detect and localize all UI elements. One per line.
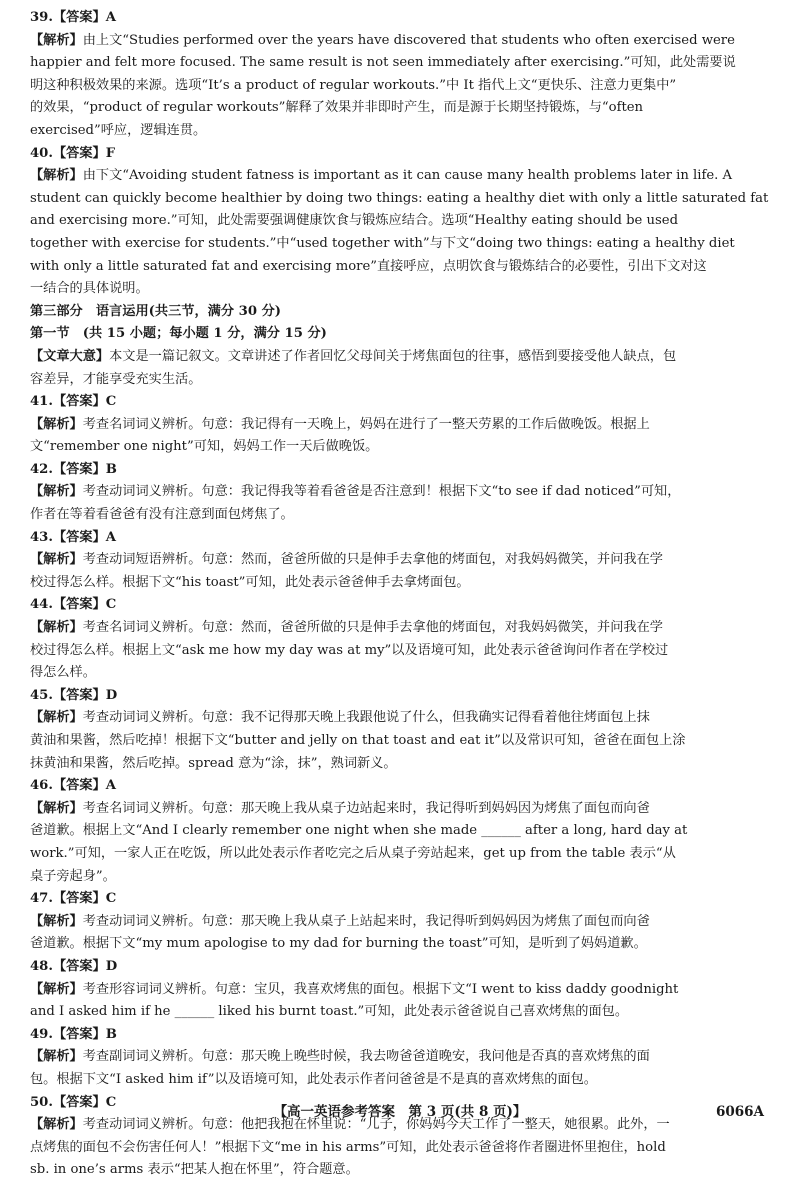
explanation-text: 由下文“Avoiding student fatness is important as it can cause many health problems later in life. A — [82, 168, 733, 184]
explanation-label: 【文章大意】 — [30, 348, 110, 364]
explanation-line — [30, 165, 772, 188]
body-text-line: 一结合的具体说明。 — [30, 281, 149, 297]
body-text-line: 明这种积极效果的来源。选项“It’s a product of regular workouts.”中 It 指代上文“更快乐、注意力更集中” — [30, 77, 677, 93]
body-text-line: 文“remember one night”可知，妈妈工作一天后做晚饭。 — [30, 439, 379, 455]
body-text-line: work.”可知，一家人正在吃饭，所以此处表示作者吃完之后从桌子旁站起来，get up from the table 表示“从 — [30, 845, 676, 861]
answer-key-line: 43.【答案】A — [30, 529, 116, 545]
explanation-line — [30, 798, 772, 821]
answer-key-line: 46.【答案】A — [30, 778, 116, 794]
body-text-line: student can quickly become healthier by doing two things: eating a healthy diet with only a little saturated fat — [30, 190, 769, 206]
explanation-text: 考查名词词义辨析。句意：那天晚上我从桌子边站起来时，我记得听到妈妈因为烤焦了面包而向爸 — [82, 800, 650, 816]
explanation-text: 考查动词词义辨析。句意：那天晚上我从桌子上站起来时，我记得听到妈妈因为烤焦了面包而向爸 — [82, 913, 650, 929]
body-text-line: 校过得怎么样。根据上文“ask me how my day was at my”以及语境可知，此处表示爸爸询问作者在学校过 — [30, 642, 669, 658]
body-text-line: 桌子旁起身”。 — [30, 868, 116, 884]
explanation-label: 【解析】 — [30, 620, 83, 636]
explanation-text: 考查动词词义辨析。句意：我不记得那天晚上我跟他说了什么，但我确实记得看着他往烤面包上抹 — [82, 710, 650, 726]
answer-key-line: 41.【答案】C — [30, 394, 117, 410]
body-text-line: 抹黄油和果酱，然后吃掉。spread 意为“涂，抹”，熟词新义。 — [30, 755, 397, 771]
body-text-line: happier and felt more focused. The same result is not seen immediately after exercising.”可知，此处需要说 — [30, 55, 736, 71]
explanation-label: 【解析】 — [30, 913, 83, 929]
body-text-line: 爸道歉。根据上文“And I clearly remember one night when she made ______ after a long, hard day at — [30, 823, 688, 839]
explanation-text: 考查动词词义辨析。句意：他把我抱在怀里说：“儿子，你妈妈今天工作了一整天，她很累。此外，一 — [82, 1117, 670, 1133]
explanation-text: 考查动词词义辨析。句意：我记得我等着看爸爸是否注意到！根据下文“to see if dad noticed”可知， — [82, 484, 681, 500]
answer-key-line: 48.【答案】D — [30, 958, 118, 974]
answer-key-line: 39.【答案】A — [30, 10, 116, 25]
answer-key-line: 45.【答案】D — [30, 687, 118, 703]
body-text-line: sb. in one’s arms 表示“把某人抱在怀里”，符合题意。 — [30, 1162, 359, 1178]
explanation-text: 由上文“Studies performed over the years have discovered that students who often exercised were — [82, 32, 735, 48]
answer-key-line: 42.【答案】B — [30, 461, 117, 477]
explanation-line — [30, 549, 772, 572]
explanation-label: 【解析】 — [30, 800, 83, 816]
explanation-text: 考查形容词词义辨析。句意：宝贝，我喜欢烤焦的面包。根据下文“I went to kiss daddy goodnight — [82, 981, 679, 997]
explanation-line — [30, 979, 772, 1002]
explanation-line — [30, 414, 772, 437]
explanation-label: 【解析】 — [30, 32, 83, 48]
answer-key-line: 49.【答案】B — [30, 1026, 117, 1042]
explanation-label: 【解析】 — [30, 552, 83, 568]
explanation-line — [30, 707, 772, 730]
body-text-line: and I asked him if he ______ liked his burnt toast.”可知，此处表示爸爸说自己喜欢烤焦的面包。 — [30, 1004, 629, 1020]
explanation-line — [30, 346, 772, 369]
section-heading: 第一节 (共 15 小题；每小题 1 分，满分 15 分) — [30, 326, 327, 342]
explanation-line — [30, 30, 772, 53]
explanation-line — [30, 481, 772, 504]
body-text-line: 点烤焦的面包不会伤害任何人！”根据下文“me in his arms”可知，此处表示爸爸将作者圈进怀里抱住，hold — [30, 1139, 666, 1155]
body-text-line: exercised”呼应，逻辑连贯。 — [30, 122, 207, 138]
body-text-line: 包。根据下文“I asked him if”以及语境可知，此处表示作者问爸爸是不是真的喜欢烤焦的面包。 — [30, 1071, 597, 1087]
explanation-text: 考查名词词义辨析。句意：我记得有一天晚上，妈妈在进行了一整天劳累的工作后做晚饭。根据上 — [82, 416, 650, 432]
answer-key-line: 47.【答案】C — [30, 891, 117, 907]
footer-doc-code: 6066A — [715, 1104, 764, 1120]
body-text-line: 容差异，才能享受充实生活。 — [30, 371, 202, 387]
answer-key-line: 44.【答案】C — [30, 597, 117, 613]
body-text-line: with only a little saturated fat and exercising more”直接呼应，点明饮食与锻炼结合的必要性，引出下文对这 — [30, 258, 707, 274]
explanation-line — [30, 1046, 772, 1069]
explanation-text: 考查动词短语辨析。句意：然而，爸爸所做的只是伸手去拿他的烤面包，对我妈妈微笑，并问我在学 — [82, 552, 663, 568]
body-text-line: 的效果，“product of regular workouts”解释了效果并非即时产生，而是源于长期坚持锻炼，与“often — [30, 100, 644, 116]
explanation-line — [30, 617, 772, 640]
answer-page — [30, 7, 772, 1182]
explanation-label: 【解析】 — [30, 1117, 83, 1133]
explanation-line — [30, 911, 772, 934]
page-footer — [0, 1100, 800, 1124]
body-text-line: and exercising more.”可知，此处需要强调健康饮食与锻炼应结合。选项“Healthy eating should be used — [30, 213, 679, 229]
body-text-line: 作者在等着看爸爸有没有注意到面包烤焦了。 — [30, 507, 294, 523]
explanation-text: 本文是一篇记叙文。文章讲述了作者回忆父母间关于烤焦面包的往事，感悟到要接受他人缺点，包 — [109, 348, 677, 364]
body-text-line: 得怎么样。 — [30, 665, 96, 681]
body-text-line: 爸道歉。根据下文“my mum apologise to my dad for burning the toast”可知，是听到了妈妈道歉。 — [30, 936, 647, 952]
body-text-line: 校过得怎么样。根据下文“his toast”可知，此处表示爸爸伸手去拿烤面包。 — [30, 574, 470, 590]
explanation-label: 【解析】 — [30, 484, 83, 500]
answer-key-line: 50.【答案】C — [30, 1094, 117, 1110]
explanation-text: 考查副词词义辨析。句意：那天晚上晚些时候，我去吻爸爸道晚安，我问他是否真的喜欢烤焦的面 — [82, 1049, 650, 1065]
explanation-label: 【解析】 — [30, 710, 83, 726]
section-heading: 第三部分 语言运用(共三节，满分 30 分) — [30, 303, 282, 319]
explanation-label: 【解析】 — [30, 981, 83, 997]
explanation-text: 考查名词词义辨析。句意：然而，爸爸所做的只是伸手去拿他的烤面包，对我妈妈微笑，并问我在学 — [82, 620, 663, 636]
explanation-label: 【解析】 — [30, 1049, 83, 1065]
footer-page-info: 【高一英语参考答案 第 3 页(共 8 页)】 — [273, 1104, 527, 1120]
body-text-line: together with exercise for students.”中“used together with”与下文“doing two things: eating a healthy diet — [30, 235, 735, 251]
body-text-line: 黄油和果酱，然后吃掉！根据下文“butter and jelly on that toast and eat it”以及常识可知，爸爸在面包上涂 — [30, 733, 686, 748]
explanation-label: 【解析】 — [30, 168, 83, 184]
explanation-label: 【解析】 — [30, 416, 83, 432]
answer-key-line: 40.【答案】F — [30, 145, 116, 161]
